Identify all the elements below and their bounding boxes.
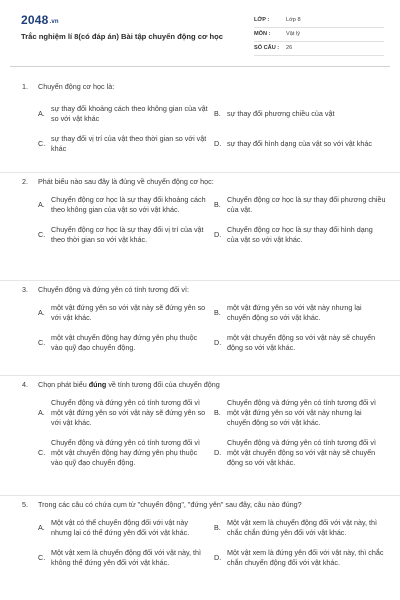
option-label: A. xyxy=(38,523,45,533)
option-label: B. xyxy=(214,200,221,210)
header-divider xyxy=(10,66,390,67)
option-c[interactable] xyxy=(38,225,210,245)
option-text: một vật chuyển động so với vật này sẽ chuyển động so với vật khác. xyxy=(227,333,376,353)
question-stem xyxy=(22,496,382,512)
option-text: Chuyển động và đứng yên có tính tương đối vì một vật chuyển động hay đứng yên phụ thuộc vào quỹ đạo chuyển động. xyxy=(51,438,200,468)
option-text: Một vật xem là chuyển động đối với vật này, thì không thể đứng yên đối với vật khác. xyxy=(51,548,202,568)
meta-value: Vật lý xyxy=(286,30,300,37)
option-b[interactable] xyxy=(214,398,386,428)
option-label: D. xyxy=(214,338,222,348)
option-text: một vật đứng yên so với vật này nhưng lại chuyển động so với vật khác. xyxy=(227,303,362,323)
option-b[interactable] xyxy=(214,303,386,323)
option-label: B. xyxy=(214,308,221,318)
option-label: B. xyxy=(214,408,221,418)
question-number: 3. xyxy=(22,285,28,294)
option-text: sự thay đổi hình dạng của vật so với vật khác xyxy=(227,139,372,149)
option-b[interactable] xyxy=(214,518,386,538)
option-text: Chuyển động cơ học là sự thay đổi vị trí của vật theo thời gian so với vật khác. xyxy=(51,225,204,245)
question-text-emphasis: đúng xyxy=(88,380,107,389)
options-grid xyxy=(22,189,386,251)
option-c[interactable] xyxy=(38,333,210,353)
option-text: sự thay đổi khoảng cách theo không gian của vật so với vật khác xyxy=(51,104,208,124)
option-label: D. xyxy=(214,230,222,240)
meta-row-subject xyxy=(254,28,384,42)
option-d[interactable] xyxy=(214,225,386,245)
option-a[interactable] xyxy=(38,398,210,428)
question-text-start: Chọn phát biểu xyxy=(38,380,89,389)
question-stem xyxy=(22,78,382,94)
option-text: Chuyển động và đứng yên có tính tương đối vì một vật chuyển động so với vật này sẽ chuyển động so với vật khác. xyxy=(227,438,376,468)
option-text: Chuyển động và đứng yên có tính tương đối vì một vật đứng yên so với vật này nhưng lại chuyển động so với vật khác. xyxy=(227,398,376,428)
question-number: 1. xyxy=(22,82,28,91)
question-number: 2. xyxy=(22,177,28,186)
option-d[interactable] xyxy=(214,134,386,154)
question-number: 5. xyxy=(22,500,28,509)
option-label: B. xyxy=(214,523,221,533)
option-d[interactable] xyxy=(214,333,386,353)
question-number: 4. xyxy=(22,380,28,389)
option-a[interactable] xyxy=(38,303,210,323)
option-text: Một vật xem là chuyển động đối với vật này, thì chắc chắn đứng yên đối với vật khác. xyxy=(227,518,378,538)
meta-key: LỚP : xyxy=(254,16,270,23)
option-text: sự thay đổi vị trí của vật theo thời gian so với vật khác xyxy=(51,134,207,154)
option-text: Chuyển động và đứng yên có tính tương đối vì một vật đứng yên so với vật này sẽ đứng yên so với vật khác. xyxy=(51,398,206,428)
option-text: sự thay đổi phương chiều của vật xyxy=(227,109,335,119)
question-text: Trong các câu có chứa cụm từ "chuyển động", "đứng yên" sau đây, câu nào đúng? xyxy=(38,500,302,509)
option-c[interactable] xyxy=(38,134,210,154)
meta-value: 26 xyxy=(286,44,293,51)
question-4 xyxy=(0,376,400,496)
option-a[interactable] xyxy=(38,195,210,215)
option-text: Một vật có thể chuyển động đối với vật này nhưng lại có thể đứng yên đối với vật khác. xyxy=(51,518,190,538)
question-text: Phát biểu nào sau đây là đúng về chuyển động cơ học: xyxy=(38,177,214,186)
header xyxy=(0,0,400,64)
page-title: Trắc nghiệm lí 8(có đáp án) Bài tập chuyển động cơ học xyxy=(21,32,224,41)
question-2 xyxy=(0,173,400,281)
meta-key: MÔN : xyxy=(254,30,271,37)
option-label: A. xyxy=(38,308,45,318)
question-text-end: về tính tương đối của chuyển động xyxy=(106,380,220,389)
question-list xyxy=(0,78,400,574)
option-c[interactable] xyxy=(38,438,210,468)
brand-name: 2048 xyxy=(21,13,49,27)
option-label: C. xyxy=(38,230,46,240)
meta-row-count xyxy=(254,42,384,56)
question-3 xyxy=(0,281,400,376)
options-grid xyxy=(22,94,382,160)
question-5 xyxy=(0,496,400,574)
option-text: Một vật xem là đứng yên đối với vật này, thì chắc chắn chuyển động đối với vật khác. xyxy=(227,548,384,568)
option-text: một vật chuyển động hay đứng yên phụ thuộc vào quỹ đạo chuyển động. xyxy=(51,333,198,353)
options-grid xyxy=(22,297,382,359)
question-text: Chuyển động cơ học là: xyxy=(38,82,115,91)
option-text: một vật đứng yên so với vật này sẽ đứng yên so với vật khác. xyxy=(51,303,206,323)
option-label: A. xyxy=(38,408,45,418)
option-text: Chuyển động cơ học là sự thay đổi hình dạng của vật so với vật khác. xyxy=(227,225,373,245)
question-stem xyxy=(22,281,382,297)
option-b[interactable] xyxy=(214,104,386,124)
option-label: D. xyxy=(214,448,222,458)
meta-row-grade xyxy=(254,14,384,28)
option-text: Chuyển động cơ học là sự thay đổi khoảng cách theo không gian của vật so với vật khác. xyxy=(51,195,206,215)
options-grid xyxy=(22,392,382,474)
option-d[interactable] xyxy=(214,438,386,468)
option-label: A. xyxy=(38,109,45,119)
option-c[interactable] xyxy=(38,548,210,568)
option-label: C. xyxy=(38,448,46,458)
question-text xyxy=(38,380,382,392)
brand-suffix: .vn xyxy=(49,19,59,25)
option-label: C. xyxy=(38,139,46,149)
question-text: Chuyển động và đứng yên có tính tương đối vì: xyxy=(38,285,189,294)
option-b[interactable] xyxy=(214,195,386,215)
meta-value: Lớp 8 xyxy=(286,16,301,23)
option-label: C. xyxy=(38,553,46,563)
option-label: B. xyxy=(214,109,221,119)
question-1 xyxy=(0,78,400,173)
option-label: D. xyxy=(214,139,222,149)
question-stem xyxy=(22,173,382,189)
option-label: C. xyxy=(38,338,46,348)
question-stem xyxy=(22,376,382,392)
option-a[interactable] xyxy=(38,104,210,124)
option-label: A. xyxy=(38,200,45,210)
meta-key: SỐ CÂU : xyxy=(254,44,280,51)
option-text: Chuyển động cơ học là sự thay đổi phương chiều của vật. xyxy=(227,195,386,215)
option-d[interactable] xyxy=(214,548,386,568)
meta-table xyxy=(254,14,384,56)
option-a[interactable] xyxy=(38,518,210,538)
options-grid xyxy=(22,512,382,574)
option-label: D. xyxy=(214,553,222,563)
